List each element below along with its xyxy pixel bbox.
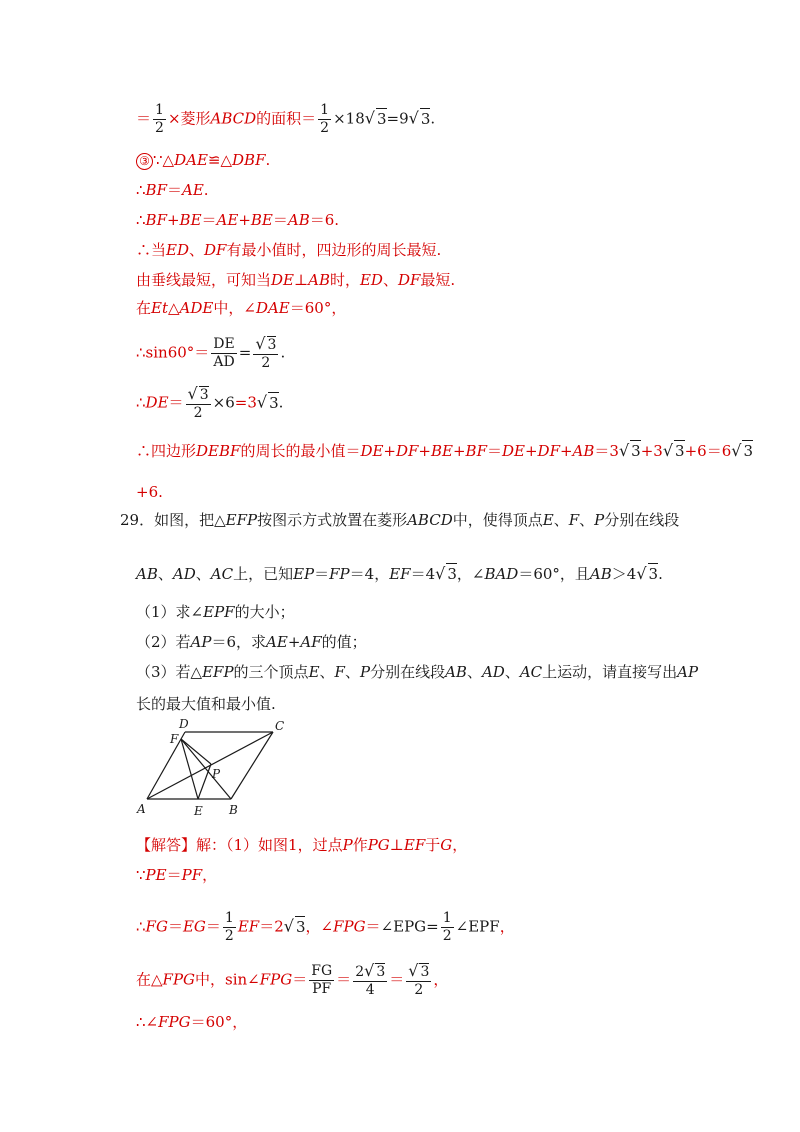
text: DBF [232,151,266,169]
text: ∴ [136,181,146,199]
solution-line-6 [136,270,455,290]
segment-fp [181,739,211,764]
text: DF [397,271,421,289]
text: △ [168,299,180,317]
answer-line-4: 在△FPG中，sin∠FPG＝ $\frac{FG}{PF}$ ＝ $\frac{2√ 3}{4}$ ＝ $\frac{√ 3}{2}$ ， [136,961,449,998]
text: = [238,343,252,362]
answer-line-3: ∴FG＝EG＝ $\frac{1}{2}$ EF＝2√ 3，∠FPG＝∠EPG= $\frac{1}{2}$ ∠EPF， [136,910,515,944]
segment-fe [181,739,198,799]
circled-number: ③ [136,153,153,170]
label-f: F [170,732,179,746]
segment-fb [181,739,231,799]
text: DE [271,271,294,289]
text: ∴ [136,211,146,229]
label-a: A [137,802,146,816]
fraction-sqrt3-2: $\frac{√ 3}{2}$ [187,384,209,421]
text: ×菱形 [167,109,211,128]
segment-ep [198,764,211,799]
text: 在 [136,299,152,317]
solution-line-9: ∴DE＝ $\frac{√ 3}{2}$ ×6=3√ 3. [136,384,284,421]
solution-line-3 [136,180,209,200]
text: 的面积＝ [256,109,317,128]
text: DF [204,241,227,259]
text: DE+DF+BE+BF [360,442,487,460]
text: DAE [255,299,290,317]
text: 、 [382,271,398,289]
answer-line-2: ∵PE＝PF， [136,866,218,884]
solution-line-5 [136,240,441,260]
fraction-fg-pf: $\frac{FG}{PF}$ [311,963,333,997]
text: BF [145,181,167,199]
rhombus-figure [135,716,285,821]
text: BF+BE [145,211,202,229]
text: AE [182,181,204,199]
text: ⊥ [294,271,309,289]
segment-cb [231,732,273,799]
sqrt-value: 3 [743,442,753,460]
text: . [203,181,209,199]
text: ∴ [136,393,146,412]
sqrt-value: 3 [269,393,279,412]
answer-line-1: 【解答】解：（1）如图1，过点P作PG⊥EF于G， [136,836,468,854]
text: ＝6. [309,211,340,229]
fraction-sqrt3-2: $\frac{√ 3}{2}$ [255,334,277,371]
label-e: E [194,804,203,818]
text: 有最小值时，四边形的周长最短. [226,241,442,259]
text: ＝3 [594,442,619,460]
text: ＝ [168,393,184,412]
text: ADE [179,299,214,317]
label-p: P [212,767,221,781]
text: ∵△ [153,151,175,169]
fraction-de-ad: $\frac{DE}{AD}$ [213,336,235,370]
text: . [278,393,284,412]
text: ≌△ [207,151,233,169]
text: ×18 [333,109,365,128]
text: =3 [234,393,257,412]
text: ED [166,241,189,259]
text: AB [308,271,330,289]
text: Et [151,299,168,317]
text: 由垂线最短，可知当 [136,271,272,289]
fraction-half: $\frac{1}{2}$ [320,102,330,136]
text: 中，∠ [213,299,256,317]
solution-line-4 [136,210,339,230]
solution-line-10: ∴四边形DEBF的周长的最小值＝DE+DF+BE+BF＝DE+DF+AB＝3√ 3+3√ 3+6＝6√ 3 [136,441,753,460]
answer-line-5: ∴∠FPG＝60°， [136,1013,248,1031]
sqrt-value: 3 [376,109,387,128]
text: 、 [189,241,205,259]
text: =9 [386,109,409,128]
fraction-2sqrt3-4: $\frac{2√ 3}{4}$ [355,961,386,998]
fraction-half: $\frac{1}{2}$ [442,910,452,944]
text: AE+BE [216,211,273,229]
text: +6. [136,483,163,501]
text: 最短. [420,271,456,289]
fraction-half: $\frac{1}{2}$ [224,910,234,944]
text: ∴当 [136,241,167,259]
solution-line-1: ＝ $\frac{1}{2}$ ×菱形ABCD的面积＝ $\frac{1}{2}$ ×18√ 3=9√ 3. [136,102,436,136]
problem-29-line-2: AB、AD、AC上，已知EP＝FP＝4，EF＝4√ 3，∠BAD＝60°，且AB＞4√ 3. [136,564,663,583]
text: ×6 [212,393,235,412]
label-b: B [229,803,238,817]
text: ∴四边形 [136,442,197,460]
text: AB [287,211,310,229]
text: +3 [640,442,663,460]
text: ∴sin60°＝ [136,343,210,362]
text: ＝ [136,109,152,128]
fraction-sqrt3-2: $\frac{√ 3}{2}$ [408,961,430,998]
solution-line-8 [136,335,285,372]
text: DEBF [196,442,241,460]
question-1: （1）求∠EPF的大小； [136,603,295,621]
text: ＝ [201,211,217,229]
text: ED [359,271,383,289]
text: 的周长的最小值＝ [240,442,361,460]
text: +6＝6 [684,442,732,460]
solution-line-2 [136,150,270,170]
text: . [280,343,286,362]
text: DE [145,393,169,412]
text: . [430,109,436,128]
text: 时， [329,271,360,289]
fraction-half: $\frac{1}{2}$ [155,102,164,136]
sqrt-value: 3 [675,442,685,460]
text: ABCD [210,109,257,128]
problem-number: 29．如图，把△ [120,511,226,529]
text: ＝ [272,211,288,229]
label-d: D [179,717,189,731]
question-3-line-2: 长的最大值和最小值. [136,695,276,713]
text: ＝60°， [289,299,347,317]
text: . [265,151,271,169]
question-3-line-1: （3）若△EFP的三个顶点E、F、P分别在线段AB、AD、AC上运动，请直接写出AP [136,663,699,681]
text: DE+DF+AB [502,442,595,460]
solution-line-7 [136,298,346,318]
label-c: C [275,719,285,733]
question-2: （2）若AP＝6，求AE+AF的值； [136,633,367,651]
sqrt-value: 3 [631,442,641,460]
text: ＝ [166,181,182,199]
sqrt-value: 3 [420,109,431,128]
solution-line-11 [136,482,163,502]
text: DAE [174,151,208,169]
problem-29-line-1: 29．如图，把△EFP按图示方式放置在菱形ABCD中，使得顶点E、F、P分别在线段 [120,511,680,529]
text: ＝ [486,442,502,460]
